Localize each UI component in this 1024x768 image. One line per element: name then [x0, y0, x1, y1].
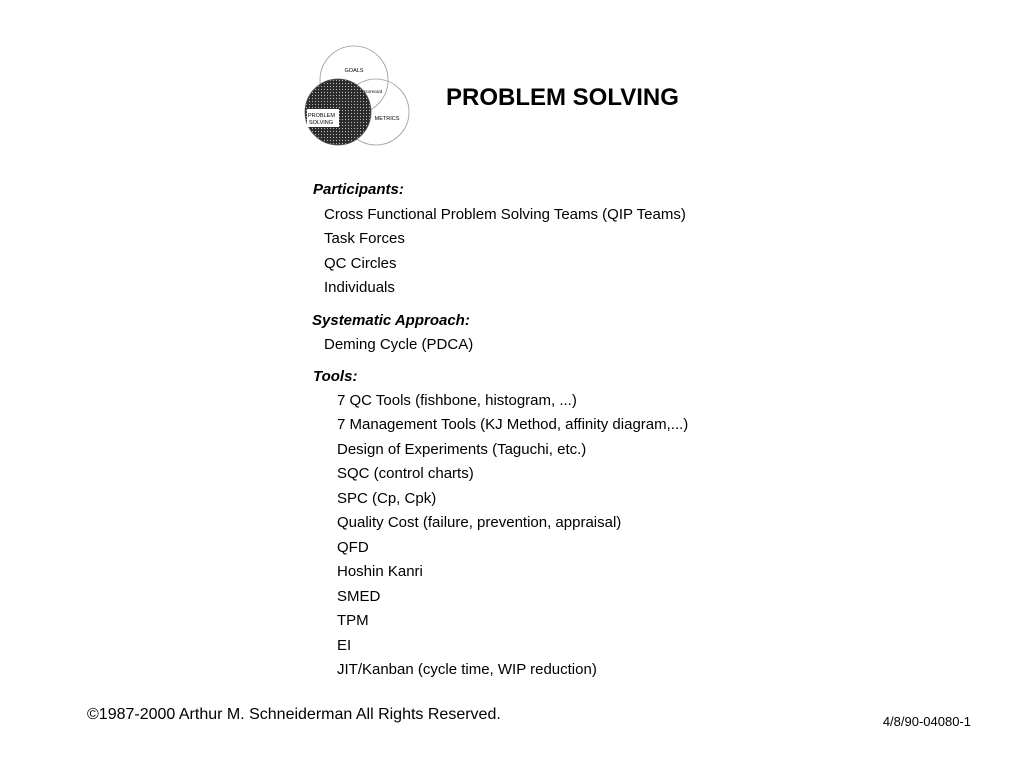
tool-item: EI	[337, 637, 352, 654]
participant-item: Cross Functional Problem Solving Teams (QIP Teams)	[324, 206, 686, 223]
approach-item: Deming Cycle (PDCA)	[324, 336, 474, 353]
participant-item: Task Forces	[324, 230, 405, 247]
copyright-notice: ©1987-2000 Arthur M. Schneiderman All Rights Reserved.	[87, 706, 501, 723]
tools-heading: Tools:	[313, 368, 358, 385]
participants-heading: Participants:	[313, 181, 404, 198]
tool-item: TPM	[337, 612, 369, 629]
document-id: 4/8/90-04080-1	[882, 714, 971, 729]
tool-item: QFD	[337, 539, 369, 556]
approach-heading: Systematic Approach:	[312, 312, 470, 329]
problem-solving-label-2: SOLVING	[309, 120, 334, 126]
page-title: PROBLEM SOLVING	[446, 84, 679, 111]
tool-item: SQC (control charts)	[337, 465, 474, 482]
metrics-label: METRICS	[374, 116, 400, 122]
venn-diagram	[296, 40, 420, 152]
tool-item: Hoshin Kanri	[337, 563, 423, 580]
goals-label: GOALS	[344, 68, 364, 74]
tool-item: Quality Cost (failure, prevention, appraisal)	[337, 514, 622, 531]
tool-item: SMED	[337, 588, 381, 605]
tool-item: 7 QC Tools (fishbone, histogram, ...)	[337, 392, 577, 409]
tool-item: 7 Management Tools (KJ Method, affinity diagram,...)	[337, 416, 689, 433]
tool-item: SPC (Cp, Cpk)	[337, 490, 437, 507]
participant-item: QC Circles	[324, 255, 397, 272]
problem-solving-label-1: PROBLEM	[308, 113, 335, 119]
tool-item: Design of Experiments (Taguchi, etc.)	[337, 441, 587, 458]
tool-item: JIT/Kanban (cycle time, WIP reduction)	[337, 661, 597, 678]
scorecard-label: scorecard	[363, 89, 383, 94]
participant-item: Individuals	[324, 279, 395, 296]
